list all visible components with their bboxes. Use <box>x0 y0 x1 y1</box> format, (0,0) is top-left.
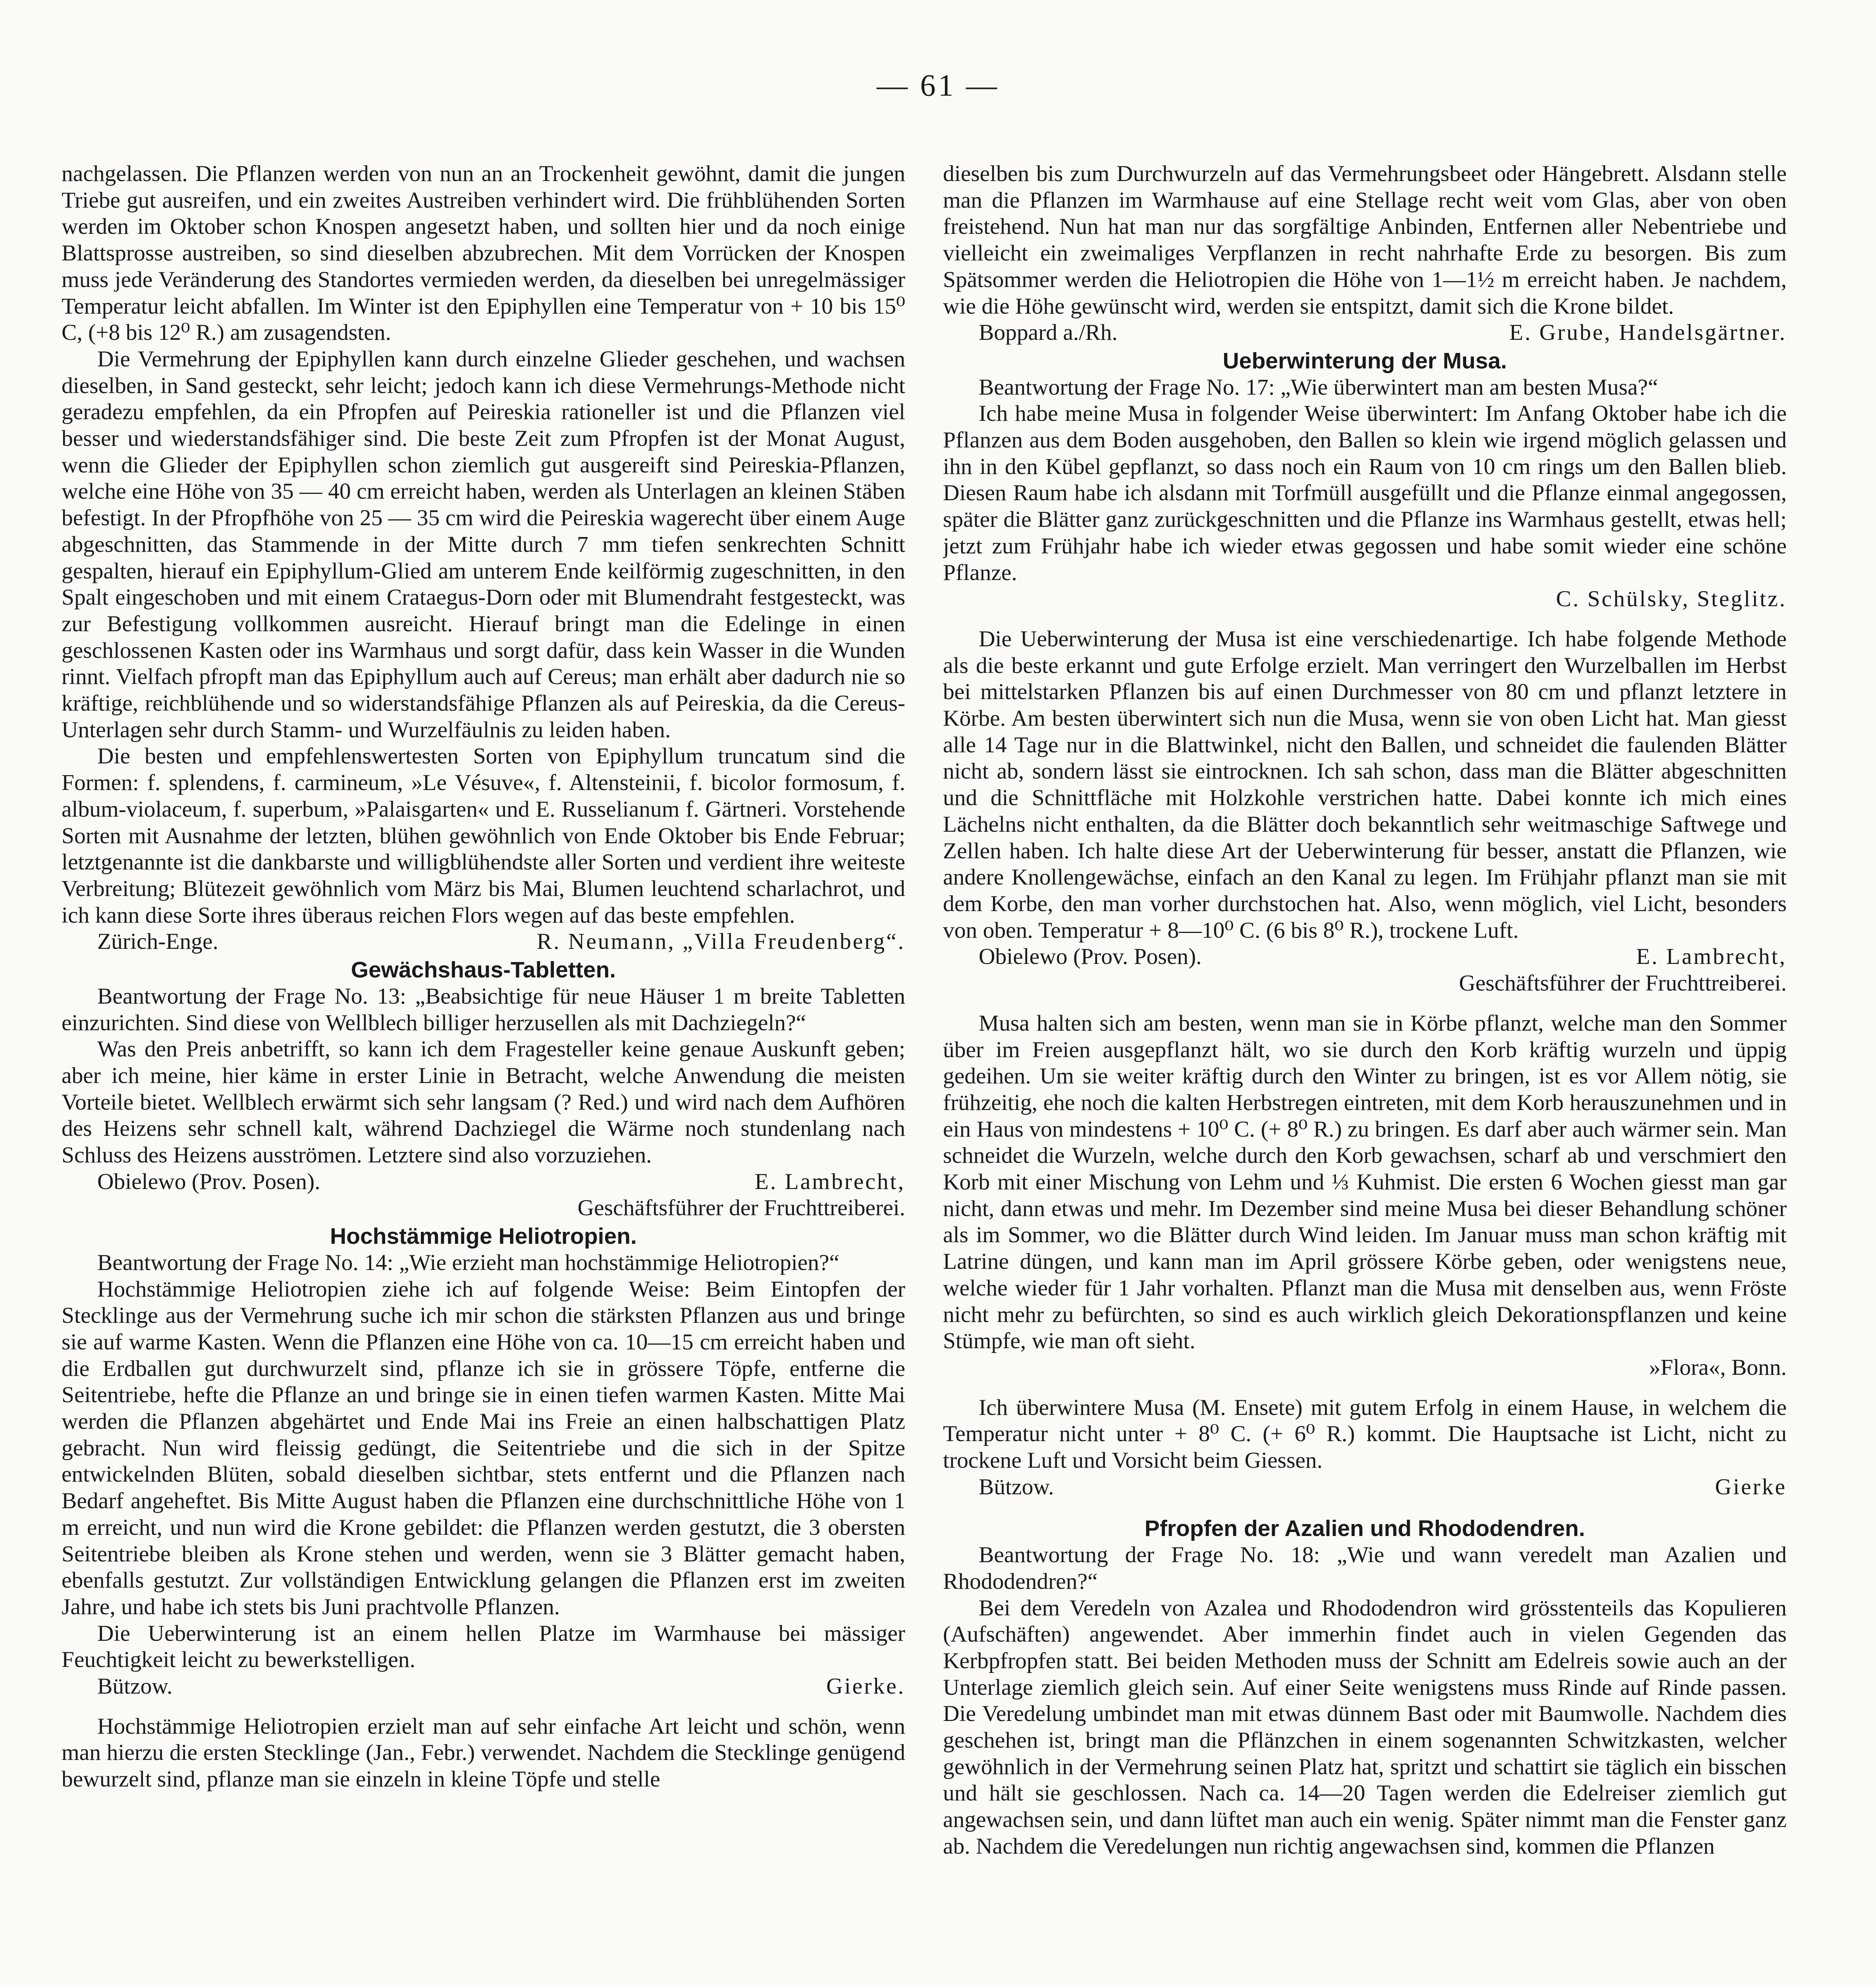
signature <box>62 1169 905 1195</box>
question-paragraph: Beantwortung der Frage No. 13: „Beabsichtige für neue Häuser 1 m breite Tabletten einzurichten. Sind diese von Wellblech billiger herzusellen als mit Dachziegeln?“ <box>62 983 905 1035</box>
paragraph: Ich habe meine Musa in folgender Weise überwintert: Im Anfang Oktober habe ich die Pflanzen aus dem Boden ausgehoben, den Ballen so klein wie irgend möglich gelassen und ihn in den Kübel gepflanzt, so dass noch ein Raum von 10 cm rings um den Ballen blieb. Diesen Raum habe ich alsdann mit Torfmüll ausgefüllt und die Pflanze einmal angegossen, später die Blätter ganz zurückgeschnitten und die Pflanze ins Warmhaus gestellt, etwas hell; jetzt zum Frühjahr habe ich wieder etwas gegossen und habe somit wieder eine schöne Pflanze. <box>943 401 1787 585</box>
section-heading: Ueberwinterung der Musa. <box>1222 348 1507 374</box>
signature-name: E. Lambrecht, <box>1636 944 1787 969</box>
paragraph: Hochstämmige Heliotropien erzielt man auf sehr einfache Art leicht und schön, wenn man hierzu die ersten Stecklinge (Jan., Febr.) verwendet. Nachdem die Stecklinge genügend bewurzelt sind, pflanze man sie einzeln in kleine Töpfe und stelle <box>62 1713 905 1792</box>
question-paragraph: Beantwortung der Frage No. 17: „Wie überwintert man am besten Musa?“ <box>979 374 1658 400</box>
paragraph: dieselben bis zum Durchwurzeln auf das Vermehrungsbeet oder Hängebrett. Alsdann stelle man die Pflanzen im Warmhause auf eine Stellage recht weit vom Glas, aber von oben freistehend. Nun hat man nur das sorgfältige Anbinden, Entfernen aller Nebentriebe und vielleicht ein zweimaliges Verpflanzen in recht nahrhafte Erde zu besorgen. Bis zum Spätsommer werden die Heliotropien die Höhe von 1—1½ m erreicht haben. Je nachdem, wie die Höhe gewünscht wird, werden sie entspitzt, damit sich die Krone bildet. <box>943 161 1787 319</box>
signature-place: Obielewo (Prov. Posen). <box>97 1169 320 1194</box>
signature-name: »Flora«, Bonn. <box>1649 1355 1787 1380</box>
signature-role-text: Geschäftsführer der Fruchttreiberei. <box>1459 971 1787 996</box>
signature-place: Zürich-Enge. <box>97 929 218 954</box>
page-number: — 61 — <box>877 68 999 102</box>
paragraph: Die Vermehrung der Epiphyllen kann durch einzelne Glieder geschehen, und wachsen dieselben, in Sand gesteckt, sehr leicht; jedoch kann ich diese Vermehrungs-Methode nicht geradezu empfehlen, da ein Pfropfen auf Peireskia rationeller ist und die Pflanzen viel besser und wiederstandsfähiger sind. Die beste Zeit zum Pfropfen ist der Monat August, wenn die Glieder der Epiphyllen schon ziemlich gut ausgereift sind Peireskia-Pflanzen, welche eine Höhe von 35 — 40 cm erreicht haben, werden als Unterlagen an kleinen Stäben befestigt. In der Pfropfhöhe von 25 — 35 cm wird die Peireskia wagerecht über einem Auge abgeschnitten, das Stammende in der Mitte durch 7 mm tiefen senkrechten Schnitt gespalten, hierauf ein Epiphyllum-Glied am unterem Ende keilförmig zugeschnitten, in den Spalt eingeschoben und mit einem Crataegus-Dorn oder mit Blumendraht festgesteckt, was zur Befestigung vollkommen ausreicht. Hierauf bringt man die Edelinge in einen geschlossenen Kasten oder ins Warmhaus und sorgt dafür, dass kein Wasser in die Wunden rinnt. Vielfach pfropft man das Epiphyllum auch auf Cereus; man erhält aber dadurch nie so kräftige, reichblühende und so widerstandsfähige Pflanzen als auf Peireskia, da die Cereus-Unterlagen sehr durch Stamm- und Wurzelfäulnis zu leiden haben. <box>62 346 905 742</box>
signature <box>943 1355 1787 1381</box>
paragraph: Die Ueberwinterung der Musa ist eine verschiedenartige. Ich habe folgende Methode als die beste erkannt und gute Erfolge erzielt. Man verringert den Wurzelballen im Herbst bei mittelstarken Pflanzen bis auf einen Durchmesser von 80 cm und pflanzt letztere in Körbe. Am besten überwintert sich nun die Musa, wenn sie von oben Licht hat. Man giesst alle 14 Tage nur in die Blattwinkel, nicht den Ballen, und schneidet die faulenden Blätter nicht ab, sondern lässt sie eintrocknen. Ich sah schon, dass man die Blätter abgeschnitten und die Schnittfläche mit Holzkohle verstrichen hatte. Dabei konnte ich mich eines Lächelns nicht enthalten, da die Blätter doch bekanntlich sehr weitmaschige Saftwege und Zellen haben. Ich halte diese Art der Ueberwinterung für besser, anstatt die Pflanzen, wie andere Knollengewächse, einfach an den Kanal zu legen. Im Frühjahr pflanzt man sie mit dem Korbe, den man vorher durchstochen hat. Also, wenn möglich, viel Licht, besonders von oben. Temperatur + 8—10⁰ C. (6 bis 8⁰ R.), trockene Luft. <box>943 626 1787 943</box>
signature-role-text: Geschäftsführer der Fruchttreiberei. <box>577 1195 905 1221</box>
signature-place: Obielewo (Prov. Posen). <box>979 944 1202 969</box>
paragraph: Ich überwintere Musa (M. Ensete) mit gutem Erfolg in einem Hause, in welchem die Temperatur nicht unter + 8⁰ C. (+ 6⁰ R.) kommt. Die Hauptsache ist Licht, nicht zu trockene Luft und Vorsicht beim Giessen. <box>943 1395 1787 1473</box>
paragraph: nachgelassen. Die Pflanzen werden von nun an an Trockenheit gewöhnt, damit die jungen Triebe gut ausreifen, und ein zweites Austreiben verhindert wird. Die frühblühenden Sorten werden im Oktober schon Knospen angesetzt haben, und sollten hier und da noch einige Blattsprosse austreiben, so sind dieselben abzubrechen. Mit dem Vorrücken der Knospen muss jede Veränderung des Standortes vermieden werden, da dieselben bei unregelmässiger Temperatur leicht abfallen. Im Winter ist den Epiphyllen eine Temperatur von + 10 bis 15⁰ C, (+8 bis 12⁰ R.) am zusagendsten. <box>62 161 905 345</box>
signature-name: Gierke <box>1715 1474 1787 1499</box>
signature <box>943 1474 1787 1501</box>
signature-name: Gierke. <box>826 1674 905 1699</box>
signature <box>62 929 905 955</box>
paragraph: Was den Preis anbetrifft, so kann ich dem Fragesteller keine genaue Auskunft geben; aber ich meine, hier käme in erster Linie in Betracht, welche Anwendung die meisten Vorteile bietet. Wellblech erwärmt sich sehr langsam (? Red.) und wird nach dem Aufhören des Heizens sehr schnell kalt, während Dachziegel die Wärme noch stundenlang nach Schluss des Heizens ausströmen. Letztere sind also vorzuziehen. <box>62 1037 905 1168</box>
signature-place: Boppard a./Rh. <box>979 320 1118 345</box>
paragraph: Hochstämmige Heliotropien ziehe ich auf folgende Weise: Beim Eintopfen der Stecklinge aus der Vermehrung suche ich mir schon die stärksten Pflanzen aus und bringe sie auf warme Kasten. Wenn die Pflanzen eine Höhe von ca. 10—15 cm erreicht haben und die Erdballen gut durchwurzelt sind, pflanze ich sie in grössere Töpfe, entferne die Seitentriebe, hefte die Pflanze an und bringe sie in einen tiefen warmen Kasten. Mitte Mai werden die Pflanzen abgehärtet und Ende Mai ins Freie an einen halbschattigen Platz gebracht. Nun wird fleissig gedüngt, die Seitentriebe und die sich in der Spitze entwickelnden Blüten, sobald dieselben sichtbar, stets entfernt und die Pflanzen nach Bedarf angeheftet. Bis Mitte August haben die Pflanzen eine durchschnittliche Höhe von 1 m erreicht, und nun wird die Krone gebildet: die Pflanzen werden gestutzt, die 3 obersten Seitentriebe bleiben als Krone stehen und werden, wenn sie 3 Blätter gemacht haben, ebenfalls gestutzt. Zur vollständigen Entwicklung gelangen die Pflanzen erst im zweiten Jahre, und habe ich stets bis Juni prachtvolle Pflanzen. <box>62 1276 905 1619</box>
signature <box>943 944 1787 970</box>
paragraph: Die besten und empfehlenswertesten Sorten von Epiphyllum truncatum sind die Formen: f. splendens, f. carmineum, »Le Vésuve«, f. Altensteinii, f. bicolor formosum, f. album-violaceum, f. superbum, »Palaisgarten« und E. Russelianum f. Gärtneri. Vorstehende Sorten mit Ausnahme der letzten, blühen gewöhnlich von Ende Oktober bis Ende Februar; letztgenannte ist die dankbarste und willigblühendste aller Sorten und verdient ihre weiteste Verbreitung; Blütezeit gewöhnlich vom März bis Mai, Blumen leuchtend scharlachrot, und ich kann diese Sorte ihres überaus reichen Flors wegen auf das beste empfehlen. <box>62 744 905 928</box>
section-heading: Gewächshaus-Tabletten. <box>351 957 616 983</box>
paragraph: Musa halten sich am besten, wenn man sie in Körbe pflanzt, welche man den Sommer über im Freien ausgepflanzt hält, wo sie durch den Korb kräftig wurzeln und üppig gedeihen. Um sie weiter kräftig durch den Winter zu bringen, ist es vor Allem nötig, sie frühzeitig, ehe noch die kalten Herbstregen eintreten, mit dem Korb herauszunehmen und in ein Haus von mindestens + 10⁰ C. (+ 8⁰ R.) zu bringen. Es darf aber auch wärmer sein. Man schneidet die Wurzeln, welche durch den Korb gewachsen, scharf ab und verschmiert den Korb mit einer Mischung von Lehm und ⅓ Kuhmist. Die ersten 6 Wochen giesst man gar nicht, dann etwas und mehr. Im Dezember sind meine Musa bei dieser Behandlung schöner als im Sommer, wo die Blätter durch Wind leiden. Im Januar muss man schon kräftig mit Latrine düngen, und kann man im April grössere Körbe geben, oder wenigstens neue, welche wieder für 1 Jahr vorhalten. Pflanzt man die Musa mit denselben aus, wenn Fröste nicht mehr zu befürchten, so sind es auch wirklich gleich Dekorationspflanzen und keine Stümpfe, wie man oft sieht. <box>943 1010 1787 1354</box>
signature-name: E. Grube, Handelsgärtner. <box>1509 320 1787 345</box>
right-column <box>943 161 1787 1985</box>
section-heading: Pfropfen der Azalien und Rhododendren. <box>1144 1516 1585 1542</box>
left-column <box>62 161 905 1985</box>
question-paragraph: Beantwortung der Frage No. 18: „Wie und wann veredelt man Azalien und Rhododendren?“ <box>943 1542 1787 1594</box>
question-paragraph: Beantwortung der Frage No. 14: „Wie erzieht man hochstämmige Heliotropien?“ <box>97 1250 840 1275</box>
signature-name: E. Lambrecht, <box>754 1169 905 1194</box>
signature-name: C. Schülsky, Steglitz. <box>1556 586 1787 612</box>
paragraph: Die Ueberwinterung ist an einem hellen Platze im Warmhause bei mässiger Feuchtigkeit leicht zu bewerkstelligen. <box>62 1621 905 1673</box>
signature <box>943 586 1787 613</box>
section-heading: Hochstämmige Heliotropien. <box>330 1224 637 1249</box>
signature-place: Bützow. <box>979 1474 1054 1499</box>
signature-role <box>943 970 1787 997</box>
signature <box>62 1673 905 1700</box>
signature-role <box>62 1195 905 1222</box>
paragraph: Bei dem Veredeln von Azalea und Rhododendron wird grösstenteils das Kopulieren (Aufschäften) angewendet. Aber immerhin findet auch in vielen Gegenden das Kerbpfropfen statt. Bei beiden Methoden muss der Schnitt am Edelreis sowie auch an der Unterlage ziemlich gleich sein. Auf einer Seite wenigstens muss Rinde auf Rinde passen. Die Veredelung umbindet man mit etwas dünnem Bast oder mit Baumwolle. Nachdem dies geschehen ist, bringt man die Pflänzchen in einem sogenannten Schwitzkasten, welcher gewöhnlich in der Vermehrung seinen Platz hat, spritzt und schattirt sie täglich ein bisschen und hält sie geschlossen. Nach ca. 14—20 Tagen werden die Edelreiser ziemlich gut angewachsen sein, und dann lüftet man auch ein wenig. Später nimmt man die Fenster ganz ab. Nachdem die Veredelungen nun richtig angewachsen sind, kommen die Pflanzen <box>943 1595 1787 1859</box>
signature-name: R. Neumann, „Villa Freudenberg“. <box>536 929 905 954</box>
signature <box>943 320 1787 346</box>
signature-place: Bützow. <box>97 1674 173 1699</box>
